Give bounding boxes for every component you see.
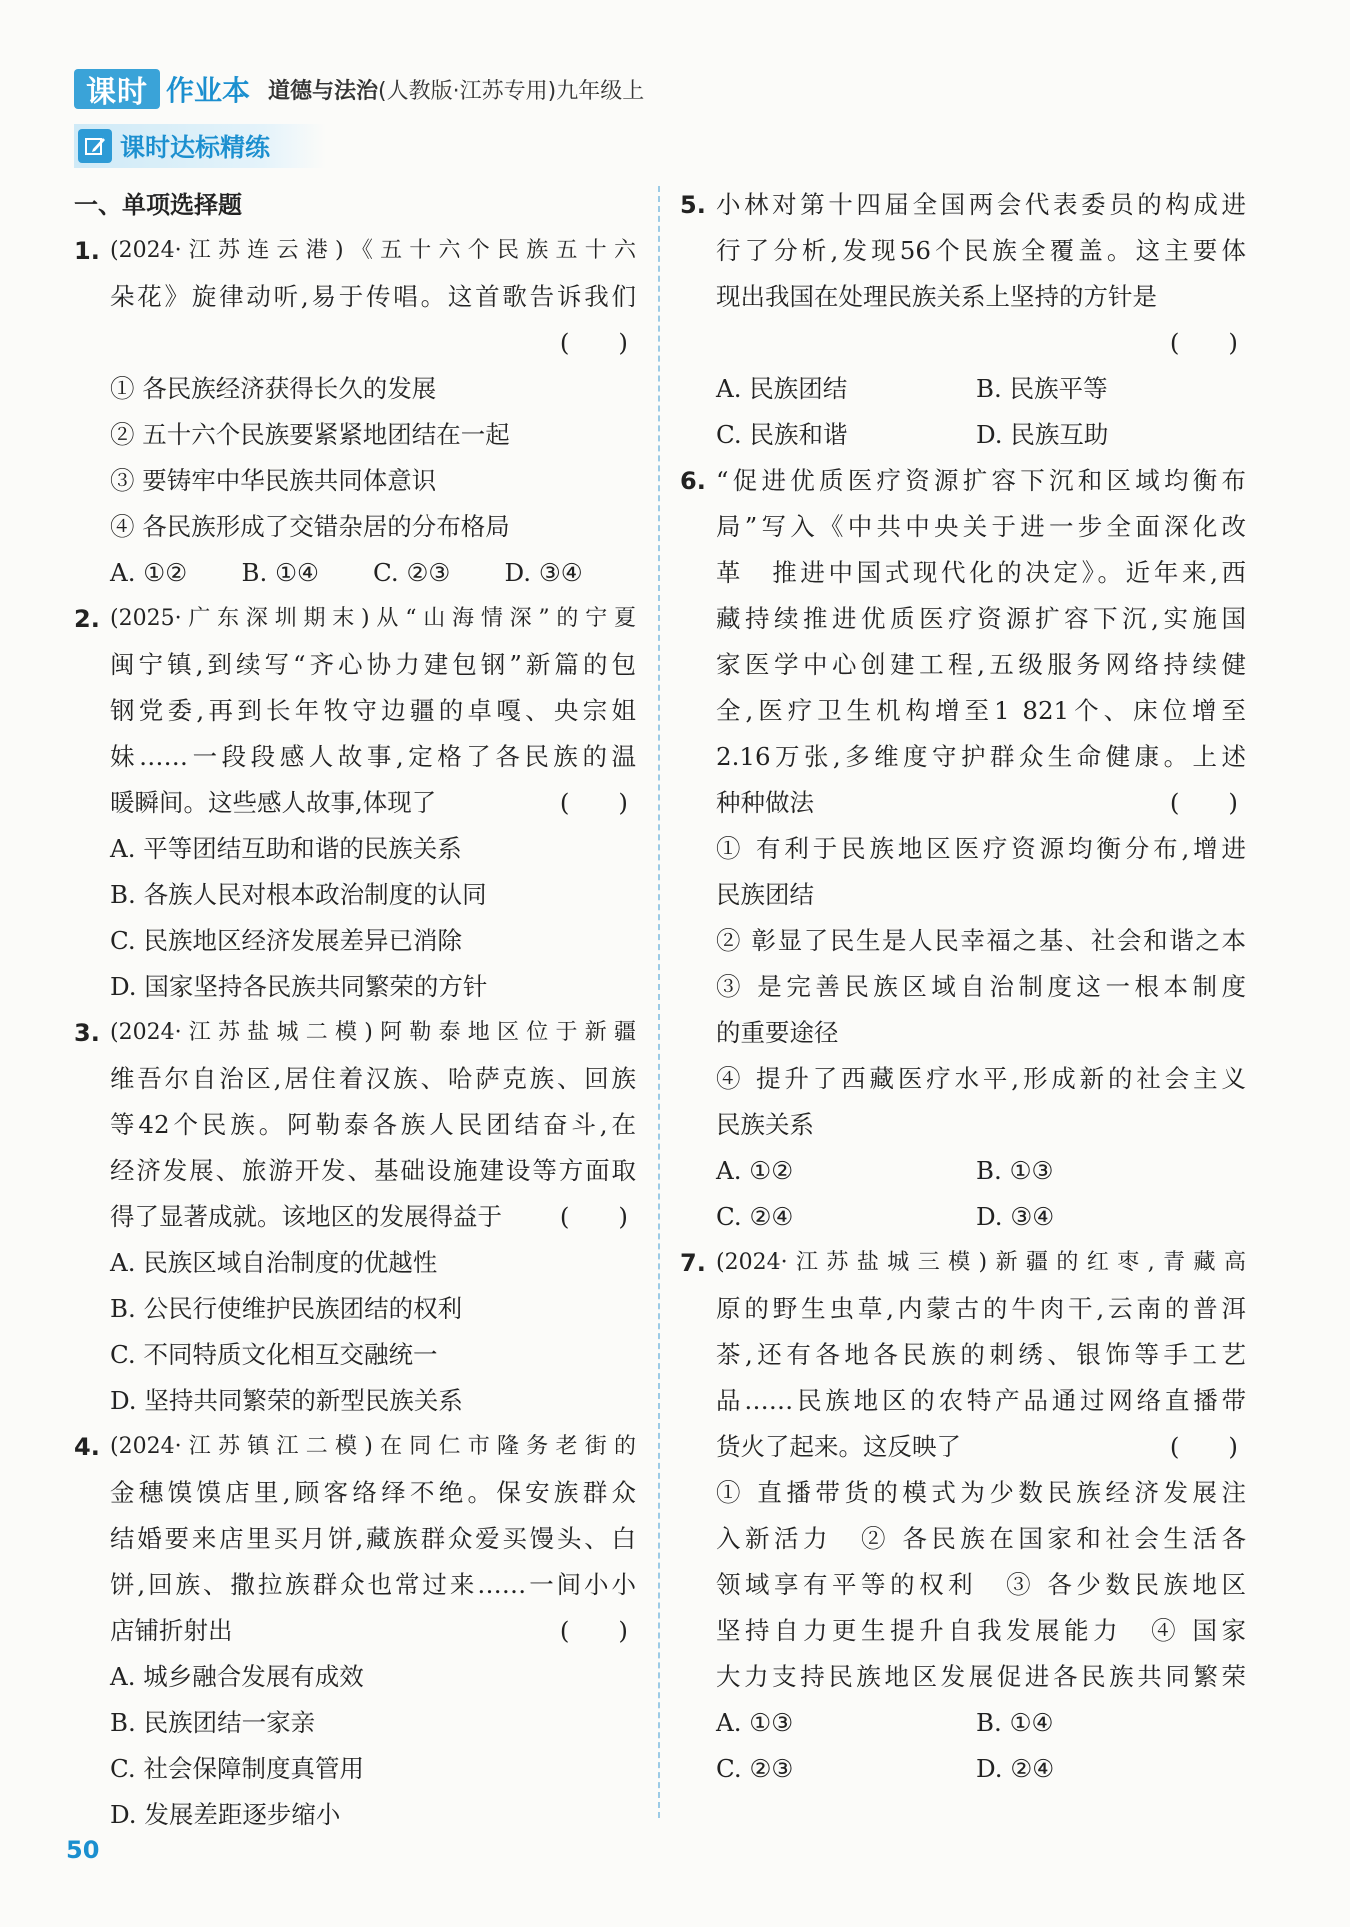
options-row — [716, 412, 1246, 458]
statement: 民族团结 — [716, 880, 814, 909]
option-d: D. 民族互助 — [976, 420, 1109, 449]
subject-name: 道德与法治 — [268, 78, 379, 104]
question-number: 7. — [680, 1249, 706, 1277]
question-text — [110, 780, 636, 826]
question-text — [110, 1608, 636, 1654]
section-banner — [74, 124, 326, 168]
option-c: C. 民族和谐 — [716, 420, 848, 449]
answer-blank: ( ) — [1169, 788, 1238, 817]
question-text: 经济发展、旅游开发、基础设施建设等方面取 — [110, 1156, 636, 1185]
question-text: 藏持续推进优质医疗资源扩容下沉,实施国 — [716, 604, 1246, 633]
option-d: D. 坚持共同繁荣的新型民族关系 — [110, 1386, 463, 1415]
right-column — [680, 182, 1246, 1792]
question-text: 等42个民族。阿勒泰各族人民团结奋斗,在 — [110, 1110, 636, 1139]
question-text: 维吾尔自治区,居住着汉族、哈萨克族、回族 — [110, 1064, 636, 1093]
column-divider — [658, 186, 660, 1818]
options — [110, 550, 636, 596]
answer-blank: ( ) — [559, 788, 628, 817]
question-text: 小林对第十四届全国两会代表委员的构成进 — [716, 190, 1246, 219]
option-a: A. 城乡融合发展有成效 — [110, 1662, 364, 1691]
question-text: 朵花》旋律动听,易于传唱。这首歌告诉我们 — [110, 282, 636, 311]
statement: ① 直播带货的模式为少数民族经济发展注 — [716, 1478, 1246, 1507]
statement: ① 有利于民族地区医疗资源均衡分布,增进 — [716, 834, 1246, 863]
question-text: 现出我国在处理民族关系上坚持的方针是 — [716, 282, 1157, 311]
option-c: C. ②③ — [373, 558, 451, 587]
question-2 — [74, 596, 636, 1010]
logo: 课时 — [74, 69, 160, 109]
page-number: 50 — [66, 1836, 100, 1864]
question-text: 家医学中心创建工程,五级服务网络持续健 — [716, 650, 1246, 679]
statement: 大力支持民族地区发展促进各民族共同繁荣 — [716, 1662, 1246, 1691]
options-row — [716, 366, 1246, 412]
option-d: D. ③④ — [504, 558, 583, 587]
question-text: 妹……一段段感人故事,定格了各民族的温 — [110, 742, 636, 771]
question-stem-end: 店铺折射出 — [110, 1616, 233, 1645]
option-b: B. ①④ — [976, 1708, 1054, 1737]
question-5 — [680, 182, 1246, 458]
question-text: 局”写入《中共中央关于进一步全面深化改 — [716, 512, 1246, 541]
question-number: 5. — [680, 191, 706, 219]
option-b: B. ①③ — [976, 1156, 1054, 1185]
statement: 入新活力 ② 各民族在国家和社会生活各 — [716, 1524, 1246, 1553]
brand-name: 作业本 — [166, 74, 251, 107]
answer-blank: ( ) — [559, 1202, 628, 1231]
options-row — [716, 1194, 1246, 1240]
section-banner-title: 课时达标精练 — [120, 133, 271, 162]
option-b: B. 民族平等 — [976, 374, 1108, 403]
edition-info: (人教版·江苏专用)九年级上 — [378, 78, 645, 104]
question-text: (2025·广东深圳期末)从“山海情深”的宁夏 — [110, 606, 636, 631]
section-heading: 一、单项选择题 — [74, 191, 242, 219]
option-a: A. ①② — [110, 558, 188, 587]
header — [74, 68, 644, 110]
option-d: D. 国家坚持各民族共同繁荣的方针 — [110, 972, 488, 1001]
answer-blank: ( ) — [1169, 328, 1238, 357]
option-b: B. 民族团结一家亲 — [110, 1708, 316, 1737]
options-row — [716, 1700, 1246, 1746]
question-stem-end: 暖瞬间。这些感人故事,体现了 — [110, 788, 437, 817]
statement: ② 五十六个民族要紧紧地团结在一起 — [110, 420, 510, 449]
statement: 坚持自力更生提升自我发展能力 ④ 国家 — [716, 1616, 1246, 1645]
option-a: A. 民族区域自治制度的优越性 — [110, 1248, 438, 1277]
options-row — [716, 1746, 1246, 1792]
option-a: A. ①③ — [716, 1708, 794, 1737]
option-c: C. ②④ — [716, 1202, 794, 1231]
options-row — [716, 1148, 1246, 1194]
option-c: C. 不同特质文化相互交融统一 — [110, 1340, 438, 1369]
pencil-edit-icon — [78, 129, 112, 163]
statement: 民族关系 — [716, 1110, 814, 1139]
question-text: 原的野生虫草,内蒙古的牛肉干,云南的普洱 — [716, 1294, 1246, 1323]
option-d: D. 发展差距逐步缩小 — [110, 1800, 341, 1829]
option-c: C. 社会保障制度真管用 — [110, 1754, 364, 1783]
question-text — [716, 1424, 1246, 1470]
question-7 — [680, 1240, 1246, 1792]
question-number: 2. — [74, 605, 100, 633]
question-text: 全,医疗卫生机构增至1 821个、床位增至 — [716, 696, 1246, 725]
statement: ③ 要铸牢中华民族共同体意识 — [110, 466, 437, 495]
option-c: C. ②③ — [716, 1754, 794, 1783]
statement: ① 各民族经济获得长久的发展 — [110, 374, 437, 403]
question-text — [110, 1194, 636, 1240]
question-number: 4. — [74, 1433, 100, 1461]
statement: 的重要途径 — [716, 1018, 839, 1047]
question-stem-end: 货火了起来。这反映了 — [716, 1432, 961, 1461]
question-number: 6. — [680, 467, 706, 495]
option-b: B. ①④ — [241, 558, 320, 587]
question-text: 钢党委,再到长年牧守边疆的卓嘎、央宗姐 — [110, 696, 636, 725]
question-text: 结婚要来店里买月饼,藏族群众爱买馒头、白 — [110, 1524, 636, 1553]
question-text: 行了分析,发现56个民族全覆盖。这主要体 — [716, 236, 1246, 265]
answer-blank: ( ) — [1169, 1432, 1238, 1461]
question-text: 品……民族地区的农特产品通过网络直播带 — [716, 1386, 1246, 1415]
option-d: D. ②④ — [976, 1754, 1055, 1783]
option-b: B. 各族人民对根本政治制度的认同 — [110, 880, 487, 909]
question-4 — [74, 1424, 636, 1838]
question-text: 闽宁镇,到续写“齐心协力建包钢”新篇的包 — [110, 650, 636, 679]
question-text: 饼,回族、撒拉族群众也常过来……一间小小 — [110, 1570, 636, 1599]
question-text: 2.16万张,多维度守护群众生命健康。上述 — [716, 742, 1246, 771]
option-a: A. ①② — [716, 1156, 794, 1185]
option-c: C. 民族地区经济发展差异已消除 — [110, 926, 462, 955]
question-text: (2024·江苏镇江二模)在同仁市隆务老街的 — [110, 1434, 636, 1459]
question-text: (2024·江苏盐城三模)新疆的红枣,青藏高 — [716, 1250, 1246, 1275]
statement: ③ 是完善民族区域自治制度这一根本制度 — [716, 972, 1246, 1001]
option-d: D. ③④ — [976, 1202, 1055, 1231]
question-6 — [680, 458, 1246, 1240]
question-text: (2024·江苏连云港)《五十六个民族五十六 — [110, 238, 636, 263]
question-text: (2024·江苏盐城二模)阿勒泰地区位于新疆 — [110, 1020, 636, 1045]
statement: ② 彰显了民生是人民幸福之基、社会和谐之本 — [716, 926, 1246, 955]
question-stem-end: 得了显著成就。该地区的发展得益于 — [110, 1202, 502, 1231]
option-a: A. 平等团结互助和谐的民族关系 — [110, 834, 462, 863]
book-subject — [268, 74, 644, 105]
question-3 — [74, 1010, 636, 1424]
question-text: 茶,还有各地各民族的刺绣、银饰等手工艺 — [716, 1340, 1246, 1369]
option-a: A. 民族团结 — [716, 374, 848, 403]
answer-blank: ( ) — [559, 1616, 628, 1645]
question-text: 革 推进中国式现代化的决定》。近年来,西 — [716, 558, 1246, 587]
statement: ④ 各民族形成了交错杂居的分布格局 — [110, 512, 510, 541]
question-text — [716, 780, 1246, 826]
question-1 — [74, 228, 636, 596]
statement: ④ 提升了西藏医疗水平,形成新的社会主义 — [716, 1064, 1246, 1093]
statement: 领域享有平等的权利 ③ 各少数民族地区 — [716, 1570, 1246, 1599]
question-number: 3. — [74, 1019, 100, 1047]
question-text: “促进优质医疗资源扩容下沉和区域均衡布 — [716, 466, 1246, 495]
question-text: 金穗馍馍店里,顾客络绎不绝。保安族群众 — [110, 1478, 636, 1507]
left-column — [74, 182, 636, 1838]
question-number: 1. — [74, 237, 100, 265]
answer-blank: ( ) — [559, 328, 628, 357]
option-b: B. 公民行使维护民族团结的权利 — [110, 1294, 463, 1323]
question-stem-end: 种种做法 — [716, 788, 814, 817]
